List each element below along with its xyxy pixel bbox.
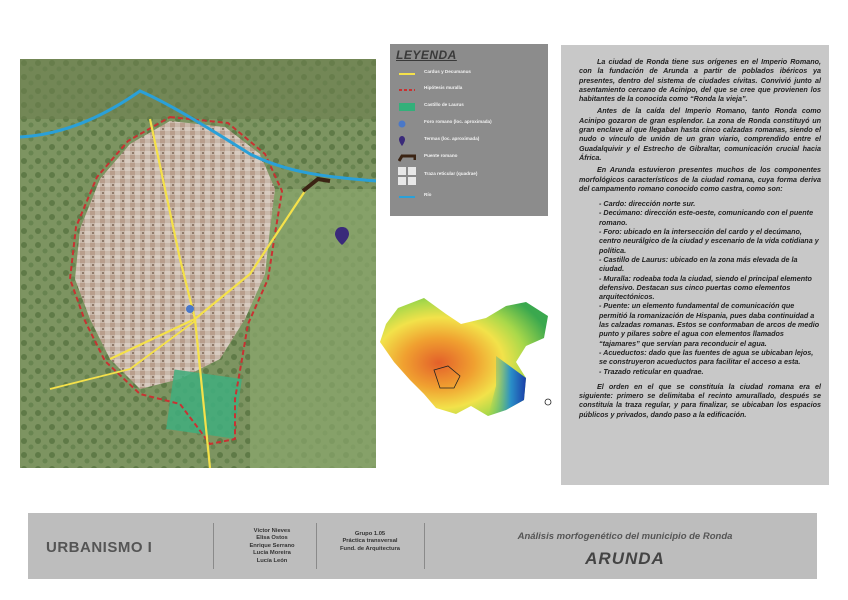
course-title: URBANISMO I [46, 539, 153, 556]
paragraph-components: En Arunda estuvieron presentes muchos de los componentes morfológicos característicos de la ciudad romana, cuya forma deriva del campamento romano conocido como castra, como son: [579, 165, 821, 193]
description-panel [561, 45, 829, 485]
legend-label: Foro romano (loc. aproximada) [424, 119, 492, 124]
group-info [320, 531, 420, 553]
group-line: Grupo 1.05 [354, 531, 386, 537]
legend-label: Castillo de Laurus [424, 102, 464, 107]
legend-label: Cardus y Decumanus [424, 69, 471, 74]
blue-line-icon [398, 191, 416, 203]
author-name: Lucía León [256, 557, 288, 564]
legend-item-grid [398, 170, 548, 182]
divider [213, 523, 214, 569]
green-rect-icon [398, 101, 416, 113]
legend-item-cardus [398, 68, 548, 80]
group-line: Práctica transversal [342, 538, 398, 545]
list-item: - Puente: un elemento fundamental de comunicación que permitió la romanización de Hispania, pues daba continuidad a las calzadas romanas. Estos se conformaban de arcos de medio punto y pilares sobre el agua con elementos llamados “tajamares” que servían para reconducir el agua. [599, 301, 820, 348]
legend-panel [390, 44, 548, 216]
legend-item-bridge [398, 152, 548, 164]
legend-label: Río [424, 192, 432, 197]
legend-item-foro [398, 118, 548, 130]
list-item: - Foro: ubicado en la intersección del cardo y el decúmano, centro neurálgico de la ciudad y escenario de la vida cotidiana y política. [599, 227, 819, 255]
paragraph-splendor: Antes de la caída del Imperio Romano, tanto Ronda como Acinipo gozaron de gran esplendor. La zona de Ronda constituyó un gran enclave al que llegaban hasta cinco calzadas romanas, siendo el nudo o vínculo de unión de un gran viario, comprendido entre el Guadalquivir y el Estrecho de Gibraltar, comunicación crucial hacia África. [579, 106, 821, 162]
blue-pin-icon [398, 118, 416, 130]
divider [424, 523, 425, 569]
grid-squares-icon [398, 167, 416, 185]
paragraph-order: El orden en el que se constituía la ciudad romana era el siguiente: primero se delimitaba el recinto amurallado, después se constituía la traza regular, y para finalizar, se ubicaban los espacios públicos y privados, dando paso a la edificación. [579, 381, 821, 419]
components-list [579, 199, 821, 376]
author-name: Elisa Ostos [256, 535, 288, 542]
paragraph-origins: La ciudad de Ronda tiene sus orígenes en el Imperio Romano, con la fundación de Arunda a partir de poblados ibéricos ya presentes, dentro del sistema de ciudades cívitas. Convivió junto al asentamiento cercano de Acinipo, del que se cree que provienen los habitantes de la conocida como “Ronda la vieja”. [579, 57, 821, 104]
purple-pin-icon [398, 135, 416, 147]
aerial-map-image [20, 59, 376, 468]
legend-title: LEYENDA [396, 48, 457, 62]
author-name: Víctor Nieves [253, 528, 291, 534]
author-name: Lucía Moreira [253, 550, 291, 557]
analysis-subtitle: Análisis morfogenético del municipio de Ronda [517, 531, 733, 542]
list-item: - Cardo: dirección norte sur. [599, 199, 696, 209]
legend-item-wall [398, 84, 548, 96]
red-dashed-line-icon [398, 84, 416, 96]
list-item: - Muralla: rodeaba toda la ciudad, siendo el principal elemento defensivo. Destacan sus cinco puertas como elementos arquitectónicos. [599, 273, 812, 302]
yellow-line-icon [398, 68, 416, 80]
elevation-heatmap-image [376, 296, 554, 422]
brown-bridge-icon [398, 152, 416, 164]
list-item: - Castillo de Laurus: ubicado en la zona más elevada de la ciudad. [599, 254, 798, 274]
list-item: - Decúmano: dirección este-oeste, comunicando con el puente romano. [599, 208, 814, 227]
place-name: ARUNDA [585, 549, 665, 568]
list-item: - Trazado reticular en quadrae. [599, 366, 704, 376]
group-line: Fund. de Arquitectura [339, 545, 400, 552]
legend-item-termas [398, 135, 548, 147]
legend-item-river [398, 191, 548, 203]
divider [316, 523, 317, 569]
legend-label: Termas (loc. aproximada) [424, 136, 480, 141]
legend-item-castle [398, 101, 548, 113]
footer-band [28, 513, 817, 579]
legend-label: Puente romano [424, 153, 458, 158]
legend-label: Traza reticular (quadrae) [424, 171, 478, 176]
author-names [234, 528, 310, 565]
author-name: Enrique Serrano [249, 542, 295, 549]
list-item: - Acueductos: dado que las fuentes de agua se ubicaban lejos, se construyeron acueductos para facilitar el acceso a esta. [599, 347, 814, 367]
legend-label: Hipótesis muralla [424, 85, 463, 90]
